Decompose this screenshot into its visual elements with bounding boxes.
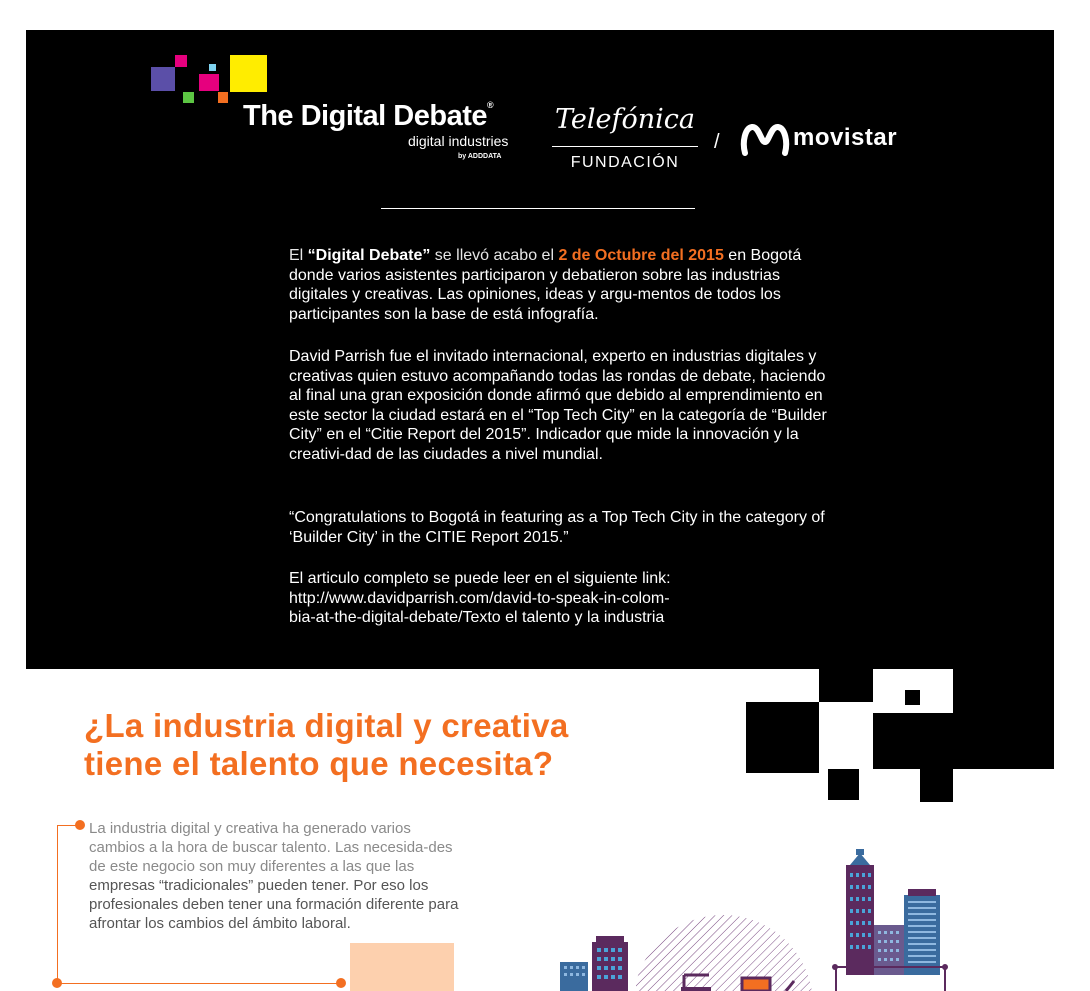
intro-paragraph-1: El “Digital Debate” se llevó acabo el 2 de Octubre del 2015 en Bogotá donde varios asistentes participaron y debatieron sobre las industrias digitales y creativas. Las opiniones, ideas y argu-mentos de todos los participantes son la base de está infografía. <box>289 247 802 323</box>
connector-line-vertical <box>57 825 58 985</box>
connector-dot-top <box>75 820 85 830</box>
headline-line-1: ¿La industria digital y creativa <box>84 707 569 744</box>
article-link-paragraph: El articulo completo se puede leer en el siguiente link: http://www.davidparrish.com/david-to-speak-in-colom- bia-at-the-digital-debate/Texto el talento y la industria <box>289 570 671 626</box>
brand-title: The Digital Debate® <box>243 100 494 132</box>
connector-dot-left <box>52 978 62 988</box>
city-illustration <box>556 845 956 991</box>
headline-line-2: tiene el talento que necesita? <box>84 745 554 782</box>
connector-dot-right <box>336 978 346 988</box>
logo-separator: / <box>714 131 720 153</box>
telefonica-foundation: FUNDACIÓN <box>570 154 680 171</box>
connector-line-bottom <box>57 983 342 984</box>
telefonica-underline <box>552 146 698 147</box>
section-headline <box>84 707 569 783</box>
intro-paragraph-2: David Parrish fue el invitado internacional, experto en industrias digitales y creativas quien estuvo acompañando todas las rondas de debate, haciendo al final una gran exposición donde afirmó que debido al emprendimiento en este sector la ciudad estará en el “Top Tech City” en la categoría de “Builder City” en el “Citie Report del 2015”. Indicador que mide la innovación y la creativi-dad de las ciudades a nivel mundial. <box>289 348 827 463</box>
brand-by: by ADDDATA <box>458 153 502 160</box>
brand-subtitle: digital industries <box>408 133 509 149</box>
telefonica-logo: Telefónica <box>555 104 695 135</box>
article-link[interactable]: http://www.davidparrish.com/david-to-speak-in-colom- <box>289 589 670 607</box>
movistar-m-icon <box>740 122 790 156</box>
registered-mark: ® <box>487 100 494 110</box>
movistar-wordmark: movistar <box>793 124 898 151</box>
peach-block <box>350 943 454 991</box>
hero-divider <box>381 208 695 209</box>
quote-paragraph: “Congratulations to Bogotá in featuring as a Top Tech City in the category of ‘Builder City’ in the CITIE Report 2015.” <box>289 509 825 546</box>
section-body-text: La industria digital y creativa ha generado varios cambios a la hora de buscar talento. Las necesida-des de este negocio son muy diferentes a las que las empresas “tradicionales” pueden tener. Por eso los profesionales deben tener una formación diferente para afrontar los cambios del ámbito laboral. <box>89 820 459 932</box>
